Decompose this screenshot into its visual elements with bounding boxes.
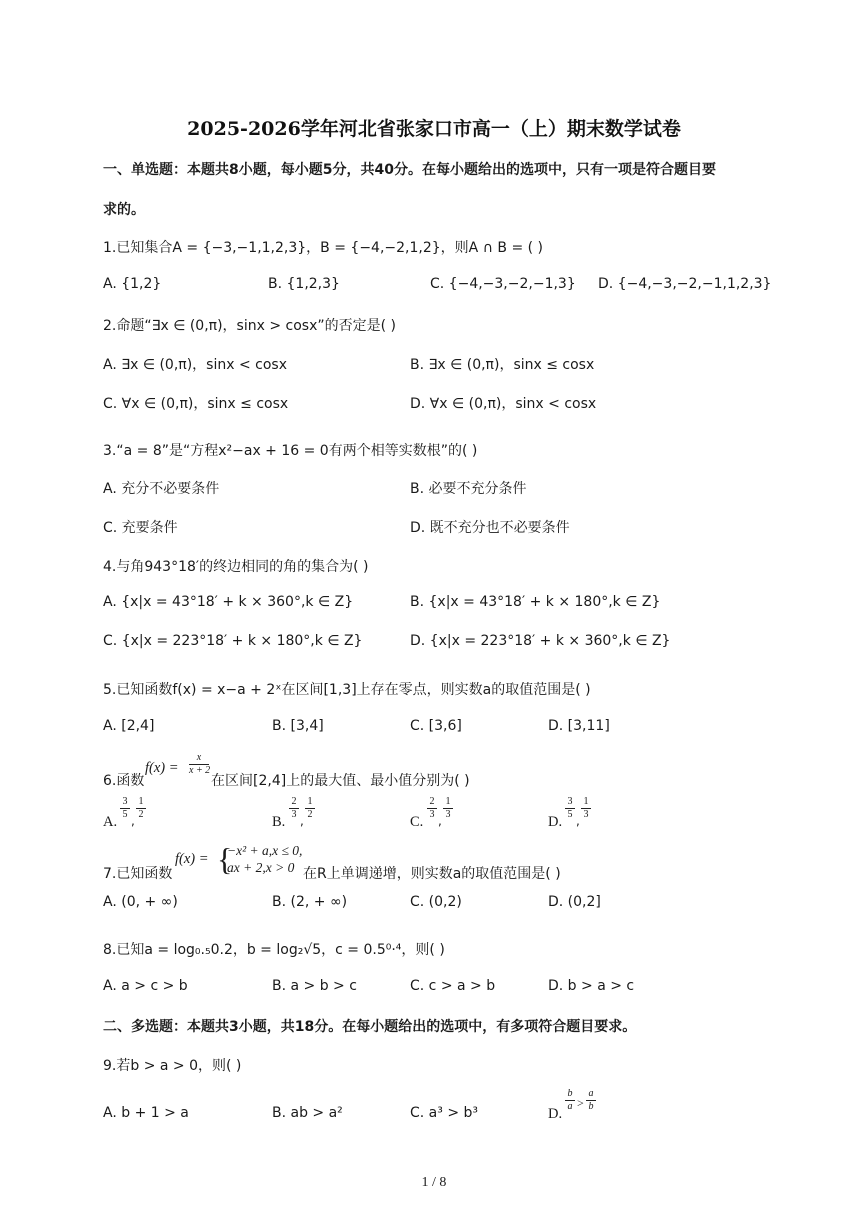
q1-option-a: A. {1,2}: [103, 276, 162, 292]
q6-option-c-comma: ,: [438, 814, 442, 828]
q8-option-d: D. b > a > c: [548, 978, 635, 994]
q9-option-b: B. ab > a²: [272, 1105, 343, 1121]
q2-option-c: C. ∀x ∈ (0,π)，sinx ≤ cosx: [103, 396, 289, 412]
q6-option-b-d2: 2: [305, 808, 315, 821]
q8-option-c: C. c > a > b: [410, 978, 496, 994]
q6-option-a-comma: ,: [131, 814, 135, 828]
q1-option-b: B. {1,2,3}: [268, 276, 340, 292]
q6-option-a-frac2: [136, 796, 146, 821]
q8-option-a: A. a > c > b: [103, 978, 188, 994]
q6-option-d-n1: 3: [567, 796, 573, 807]
q6-fraction-denominator: x + 2: [189, 765, 211, 776]
q2-option-a: A. ∃x ∈ (0,π)，sinx < cosx: [103, 357, 287, 373]
q6-option-b-comma: ,: [300, 814, 304, 828]
q1-option-d: D. {−4,−3,−2,−1,1,2,3}: [598, 276, 772, 292]
q6-option-b-d1: 3: [289, 808, 299, 821]
q6-option-b-label: B.: [272, 814, 286, 830]
q3-option-a: A. 充分不必要条件: [103, 481, 220, 497]
q4-option-c: C. {x|x = 223°18′ + k × 180°,k ∈ Z}: [103, 633, 363, 649]
q6-option-a-frac1: [120, 796, 130, 821]
q4-option-a: A. {x|x = 43°18′ + k × 360°,k ∈ Z}: [103, 594, 354, 610]
q4-stem: 4.与角943°18′的终边相同的角的集合为( ): [103, 559, 369, 575]
q5-option-b: B. [3,4]: [272, 718, 324, 734]
q6-stem-pre: 6.函数: [103, 773, 145, 789]
q7-fx: f(x) =: [175, 851, 209, 867]
q1-option-c: C. {−4,−3,−2,−1,3}: [430, 276, 576, 292]
q6-option-b-frac1: [289, 796, 299, 821]
q6-option-b-n2: 1: [307, 796, 313, 807]
q6-option-d-frac2: [581, 796, 591, 821]
q3-stem: 3.“a = 8”是“方程x²−ax + 16 = 0有两个相等实数根”的( ): [103, 443, 478, 459]
q6-option-d-n2: 1: [583, 796, 589, 807]
q2-option-b: B. ∃x ∈ (0,π)，sinx ≤ cosx: [410, 357, 595, 373]
q7-case2: ax + 2,x > 0: [227, 860, 295, 875]
q7-brace-icon: {: [217, 841, 233, 877]
q7-option-b: B. (2, + ∞): [272, 894, 348, 910]
q5-stem: 5.已知函数f(x) = x−a + 2ˣ在区间[1,3]上存在零点，则实数a的取值范围是( ): [103, 682, 591, 698]
q6-fraction: [189, 752, 209, 777]
q5-option-c: C. [3,6]: [410, 718, 462, 734]
q6-option-c-n1: 2: [429, 796, 435, 807]
q3-option-b: B. 必要不充分条件: [410, 481, 527, 497]
section2-heading: 二、多选题：本题共3小题，共18分。在每小题给出的选项中，有多项符合题目要求。: [103, 1019, 637, 1035]
q6-option-b-frac2: [305, 796, 315, 821]
q7-option-d: D. (0,2]: [548, 894, 601, 910]
q9-option-d-label: D.: [548, 1106, 563, 1122]
q9-option-d-n2: a: [588, 1088, 594, 1099]
q9-option-d-frac1: [565, 1088, 575, 1113]
page-number: 1 / 8: [421, 1175, 447, 1190]
q6-stem-post: 在区间[2,4]上的最大值、最小值分别为( ): [211, 773, 470, 789]
q9-option-d-n1: b: [567, 1088, 573, 1099]
q6-option-b-n1: 2: [291, 796, 297, 807]
q6-option-c-frac1: [427, 796, 437, 821]
q6-option-d-frac1: [565, 796, 575, 821]
q6-option-d-label: D.: [548, 814, 563, 830]
q3-option-c: C. 充要条件: [103, 520, 178, 536]
q6-option-a-n1: 3: [122, 796, 128, 807]
q9-option-d-op: >: [577, 1096, 584, 1110]
q8-option-b: B. a > b > c: [272, 978, 357, 994]
q6-option-a-label: A.: [103, 814, 118, 830]
q7-stem-pre: 7.已知函数: [103, 866, 173, 882]
q9-option-a: A. b + 1 > a: [103, 1105, 189, 1121]
q7-option-c: C. (0,2): [410, 894, 462, 910]
q6-option-c-label: C.: [410, 814, 424, 830]
q9-option-d-d1: a: [565, 1100, 575, 1113]
q6-option-c-frac2: [443, 796, 453, 821]
q4-option-d: D. {x|x = 223°18′ + k × 360°,k ∈ Z}: [410, 633, 671, 649]
section1-heading-cont: 求的。: [103, 202, 145, 218]
q1-stem: 1.已知集合A = {−3,−1,1,2,3}，B = {−4,−2,1,2}，则A ∩ B = ( ): [103, 240, 544, 256]
q7-option-a: A. (0, + ∞): [103, 894, 178, 910]
q2-stem: 2.命题“∃x ∈ (0,π)，sinx > cosx”的否定是( ): [103, 318, 396, 334]
q5-option-d: D. [3,11]: [548, 718, 610, 734]
q7-case1: −x² + a,x ≤ 0,: [227, 843, 303, 858]
q6-option-d-d2: 3: [581, 808, 591, 821]
q9-option-d-frac2: [586, 1088, 596, 1113]
q6-fraction-numerator: x: [189, 752, 209, 765]
q9-stem: 9.若b > a > 0，则( ): [103, 1058, 242, 1074]
q3-option-d: D. 既不充分也不必要条件: [410, 520, 570, 536]
section1-heading: 一、单选题：本题共8小题，每小题5分，共40分。在每小题给出的选项中，只有一项是符合题目要: [103, 162, 716, 178]
q5-option-a: A. [2,4]: [103, 718, 155, 734]
q9-option-d-d2: b: [586, 1100, 596, 1113]
q6-option-d-comma: ,: [576, 814, 580, 828]
q7-stem-post: 在R上单调递增，则实数a的取值范围是( ): [303, 866, 561, 882]
q6-option-c-n2: 1: [445, 796, 451, 807]
q6-fx: f(x) =: [145, 760, 179, 776]
q2-option-d: D. ∀x ∈ (0,π)，sinx < cosx: [410, 396, 597, 412]
q6-option-a-n2: 1: [138, 796, 144, 807]
q6-option-c-d1: 3: [427, 808, 437, 821]
q6-option-a-d1: 5: [120, 808, 130, 821]
q6-option-d-d1: 5: [565, 808, 575, 821]
q4-option-b: B. {x|x = 43°18′ + k × 180°,k ∈ Z}: [410, 594, 661, 610]
q6-option-a-d2: 2: [136, 808, 146, 821]
q6-option-c-d2: 3: [443, 808, 453, 821]
q9-option-c: C. a³ > b³: [410, 1105, 478, 1121]
page-title: 2025-2026学年河北省张家口市高一（上）期末数学试卷: [187, 118, 681, 140]
q8-stem: 8.已知a = log₀.₅0.2，b = log₂√5，c = 0.5⁰·⁴，则( ): [103, 942, 445, 958]
